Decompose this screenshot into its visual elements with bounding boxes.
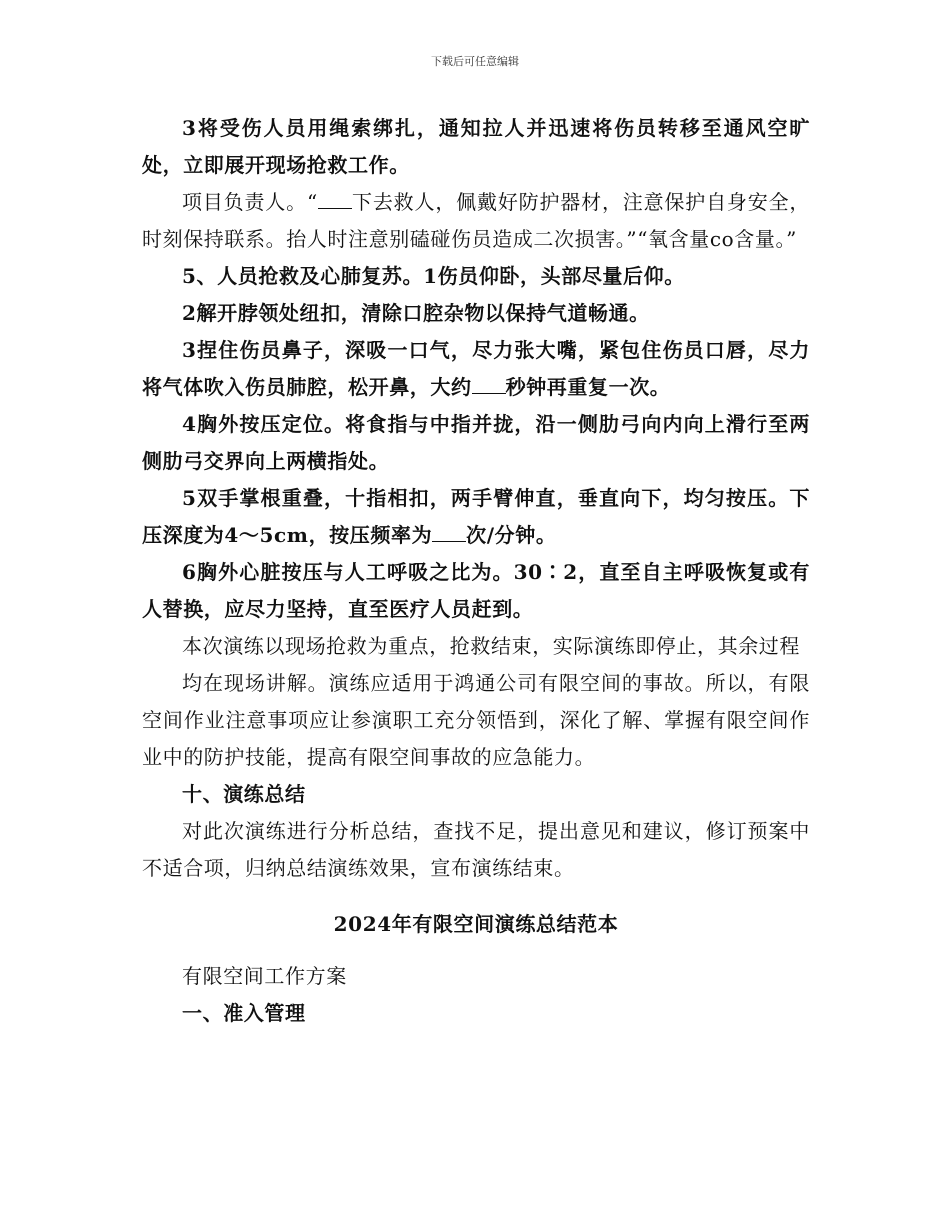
press-text-end: 次/分钟。 bbox=[466, 523, 557, 547]
paragraph-step-3-bind: 3将受伤人员用绳索绑扎，通知拉人并迅速将伤员转移至通风空旷处，立即展开现场抢救工作。 bbox=[142, 116, 810, 177]
page-header: 下载后可任意编辑 bbox=[431, 55, 519, 68]
leader-text-start: 项目负责人。“ bbox=[182, 190, 318, 214]
paragraph-step-5-press bbox=[142, 480, 810, 554]
section-heading-summary: 十、演练总结 bbox=[182, 782, 306, 806]
paragraph-cpr-heading: 5、人员抢救及心肺复苏。1伤员仰卧，头部尽量后仰。 bbox=[182, 264, 685, 288]
paragraph-drill-focus: 本次演练以现场抢救为重点，抢救结束，实际演练即停止，其余过程 bbox=[182, 634, 800, 658]
paragraph-step-3-breath bbox=[142, 332, 810, 406]
breath-text-end: 秒钟再重复一次。 bbox=[505, 375, 671, 399]
section-heading-access: 一、准入管理 bbox=[182, 1001, 306, 1025]
paragraph-step-2-airway: 2解开脖领处纽扣，清除口腔杂物以保持气道畅通。 bbox=[182, 301, 650, 325]
leader-text-end: 下去救人，佩戴好防护器材，注意保护自身安全，时刻保持联系。抬人时注意别磕碰伤员造成二次损害。”“氧含量co含量。” bbox=[142, 190, 810, 251]
breath-text-start: 3捏住伤员鼻子，深吸一口气，尽力张大嘴，紧包住伤员口唇，尽力将气体吹入伤员肺腔，松开鼻，大约 bbox=[142, 338, 810, 399]
press-text-start: 5双手掌根重叠，十指相扣，两手臂伸直，垂直向下，均匀按压。下压深度为4～5cm，按压频率为 bbox=[142, 486, 810, 547]
document-title: 2024年有限空间演练总结范本 bbox=[333, 912, 619, 936]
paragraph-step-4-position: 4胸外按压定位。将食指与中指并拢，沿一侧肋弓向内向上滑行至两侧肋弓交界向上两横指处。 bbox=[142, 412, 810, 473]
fill-blank bbox=[432, 523, 466, 542]
paragraph-step-6-ratio: 6胸外心脏按压与人工呼吸之比为。30∶2，直至自主呼吸恢复或有人替换，应尽力坚持，直至医疗人员赶到。 bbox=[142, 560, 810, 621]
paragraph-explanation: 均在现场讲解。演练应适用于鸿通公司有限空间的事故。所以，有限空间作业注意事项应让参演职工充分领悟到，深化了解、掌握有限空间作业中的防护技能，提高有限空间事故的应急能力。 bbox=[142, 671, 810, 769]
fill-blank bbox=[318, 190, 352, 209]
fill-blank bbox=[472, 375, 506, 394]
paragraph-project-leader bbox=[142, 184, 810, 258]
document-body bbox=[142, 110, 810, 1032]
paragraph-summary: 对此次演练进行分析总结，查找不足，提出意见和建议，修订预案中不适合项，归纳总结演练效果，宣布演练结束。 bbox=[142, 819, 810, 880]
paragraph-work-plan: 有限空间工作方案 bbox=[182, 964, 347, 988]
